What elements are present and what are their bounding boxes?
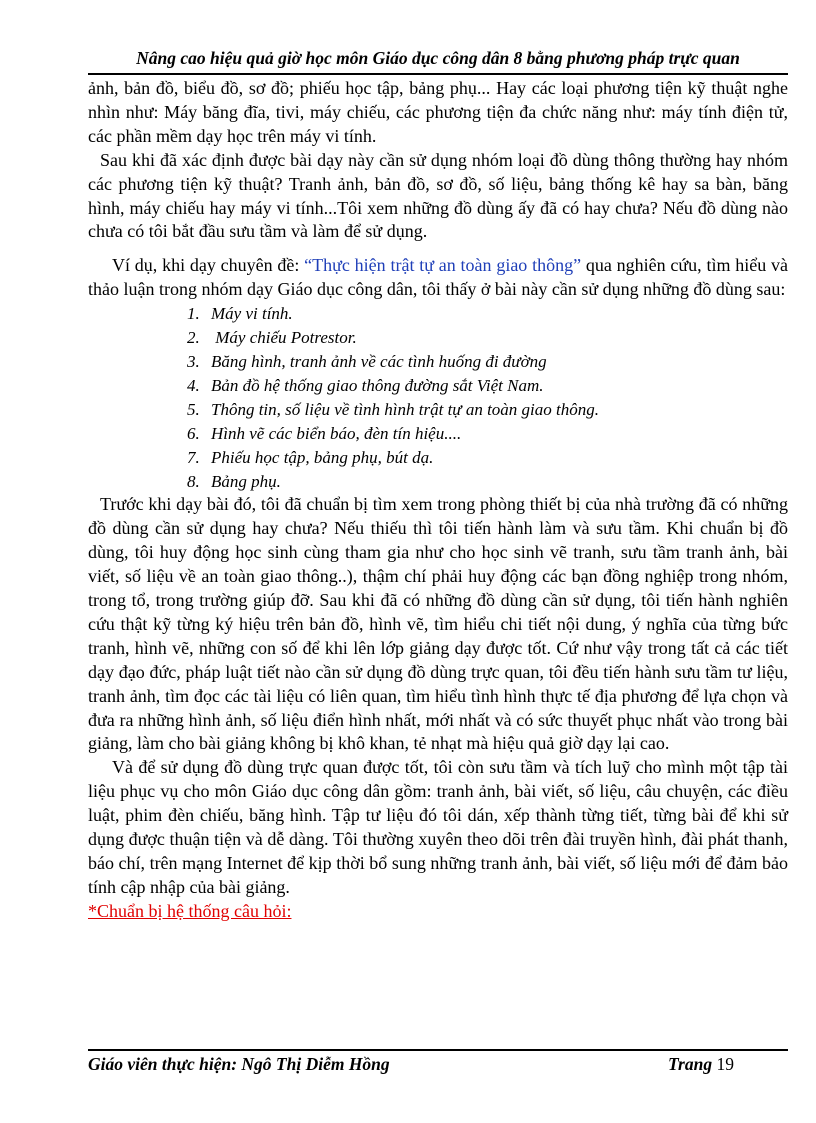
footer-page <box>668 1054 734 1075</box>
list-item-number: 8. <box>187 471 200 491</box>
document-body <box>88 77 788 924</box>
footer-teacher: Giáo viên thực hiện: Ngô Thị Diễm Hồng <box>88 1054 390 1074</box>
list-item-number: 3. <box>187 351 200 371</box>
list-item <box>187 470 788 494</box>
list-item <box>187 326 788 350</box>
list-item-text: Thông tin, số liệu về tình hình trật tự an toàn giao thông. <box>211 399 599 419</box>
list-item-text: Máy vi tính. <box>211 304 293 324</box>
list-item-number: 4. <box>187 375 200 395</box>
paragraph-materials: Và để sử dụng đồ dùng trực quan được tốt, tôi còn sưu tầm và tích luỹ cho mình một tập tài liệu phục vụ cho môn Giáo dục công dân gồm: tranh ảnh, bài viết, số liệu, câu chuyện, các điều luật, phim đèn chiếu, băng hình. Tập tư liệu đó tôi dán, xếp thành từng tiết, từng bài để khi sử dụng được thuận tiện và dễ dàng. Tôi thường xuyên theo dõi trên đài truyền hình, đài phát thanh, báo chí, trên mạng Internet để kịp thời bổ sung những tranh ảnh, bài viết, số liệu mới để đảm bảo tính cập nhập của bài giảng. <box>88 757 788 897</box>
paragraph-example <box>88 254 788 302</box>
header-divider <box>88 73 788 75</box>
list-item-number: 2. <box>187 328 200 348</box>
list-item <box>187 446 788 470</box>
list-item-text: Máy chiếu Potrestor. <box>211 328 357 348</box>
list-item-text: Hình vẽ các biển báo, đèn tín hiệu.... <box>211 423 462 443</box>
list-item-number: 5. <box>187 399 200 419</box>
paragraph-intro-continued: ảnh, bản đồ, biểu đồ, sơ đồ; phiếu học tập, bảng phụ... Hay các loại phương tiện kỹ thuật nghe nhìn như: Máy băng đĩa, tivi, máy chiếu, các phương tiện đa chức năng như: máy tính điện tử, các phần mềm dạy học trên máy vi tính. <box>88 78 788 146</box>
list-item-number: 7. <box>187 447 200 467</box>
list-item <box>187 374 788 398</box>
list-item <box>187 422 788 446</box>
example-tail-text: qua nghiên cứu, tìm hiểu và thảo luận trong nhóm dạy Giáo dục công dân, tôi thấy ở bài này cần sử dụng những đồ dùng sau: <box>88 255 789 300</box>
list-item-number: 6. <box>187 423 200 443</box>
topic-quote: “Thực hiện trật tự an toàn giao thông” <box>304 255 582 276</box>
tools-list <box>88 302 788 493</box>
paragraph-preparation: Trước khi dạy bài đó, tôi đã chuẩn bị tìm xem trong phòng thiết bị của nhà trường đã có những đồ dùng cần sử dụng hay chưa? Nếu thiếu thì tôi tiến hành làm và sưu tầm. Khi chuẩn bị đồ dùng, tôi huy động học sinh cùng tham gia như cho học sinh vẽ tranh, sưu tầm tranh ảnh, bài viết, số liệu về an toàn giao thông..), thậm chí phải huy động các bạn đồng nghiệp trong nhóm, trong tổ, trong trường giúp đỡ. Sau khi đã có những đồ dùng cần sử dụng, tôi tiến hành nghiên cứu thật kỹ từng ký hiệu trên bản đồ, hình vẽ, tìm hiểu chi tiết nội dung, ý nghĩa của từng bức tranh, hình vẽ, những con số để khi lên lớp giảng dạy được tốt. Cứ như vậy trong tất cả các tiết dạy đạo đức, pháp luật tiết nào cần sử dụng đồ dùng trực quan, tôi đều tiến hành sưu tầm tư liệu, tranh ảnh, tìm đọc các tài liệu có liên quan, tìm hiểu tình hình thực tế địa phương để lựa chọn và đưa ra những hình ảnh, số liệu điển hình nhất, mới nhất và có sức thuyết phục nhất vào trong bài giảng, làm cho bài giảng không bị khô khan, tẻ nhạt mà hiệu quả giờ dạy lại cao. <box>88 494 788 754</box>
page-number: 19 <box>716 1054 734 1074</box>
list-item <box>187 398 788 422</box>
page-header-title: Nâng cao hiệu quả giờ học môn Giáo dục công dân 8 bằng phương pháp trực quan <box>136 48 740 68</box>
list-item-text: Băng hình, tranh ảnh về các tình huống đi đường <box>211 351 547 371</box>
list-item-text: Phiếu học tập, bảng phụ, bút dạ. <box>211 447 434 467</box>
list-item-text: Bản đồ hệ thống giao thông đường sắt Việt Nam. <box>211 375 544 395</box>
example-lead-text: Ví dụ, khi dạy chuyên đề: <box>112 255 305 276</box>
section-heading: *Chuẩn bị hệ thống câu hỏi: <box>88 900 292 921</box>
paragraph-selection: Sau khi đã xác định được bài dạy này cần sử dụng nhóm loại đồ dùng thông thường hay nhóm các phương tiện kỹ thuật? Tranh ảnh, bản đồ, sơ đồ, số liệu, bảng thống kê hay sa bàn, băng hình, máy chiếu hay máy vi tính...Tôi xem những đồ dùng ấy đã có hay chưa? Nếu đồ dùng nào chưa có tôi bắt đầu sưu tầm và làm để sử dụng. <box>88 149 788 242</box>
list-item <box>187 302 788 326</box>
footer-divider <box>88 1049 788 1051</box>
list-item-number: 1. <box>187 304 200 324</box>
list-item-text: Bảng phụ. <box>211 471 281 491</box>
page-label: Trang <box>668 1054 713 1074</box>
list-item <box>187 350 788 374</box>
